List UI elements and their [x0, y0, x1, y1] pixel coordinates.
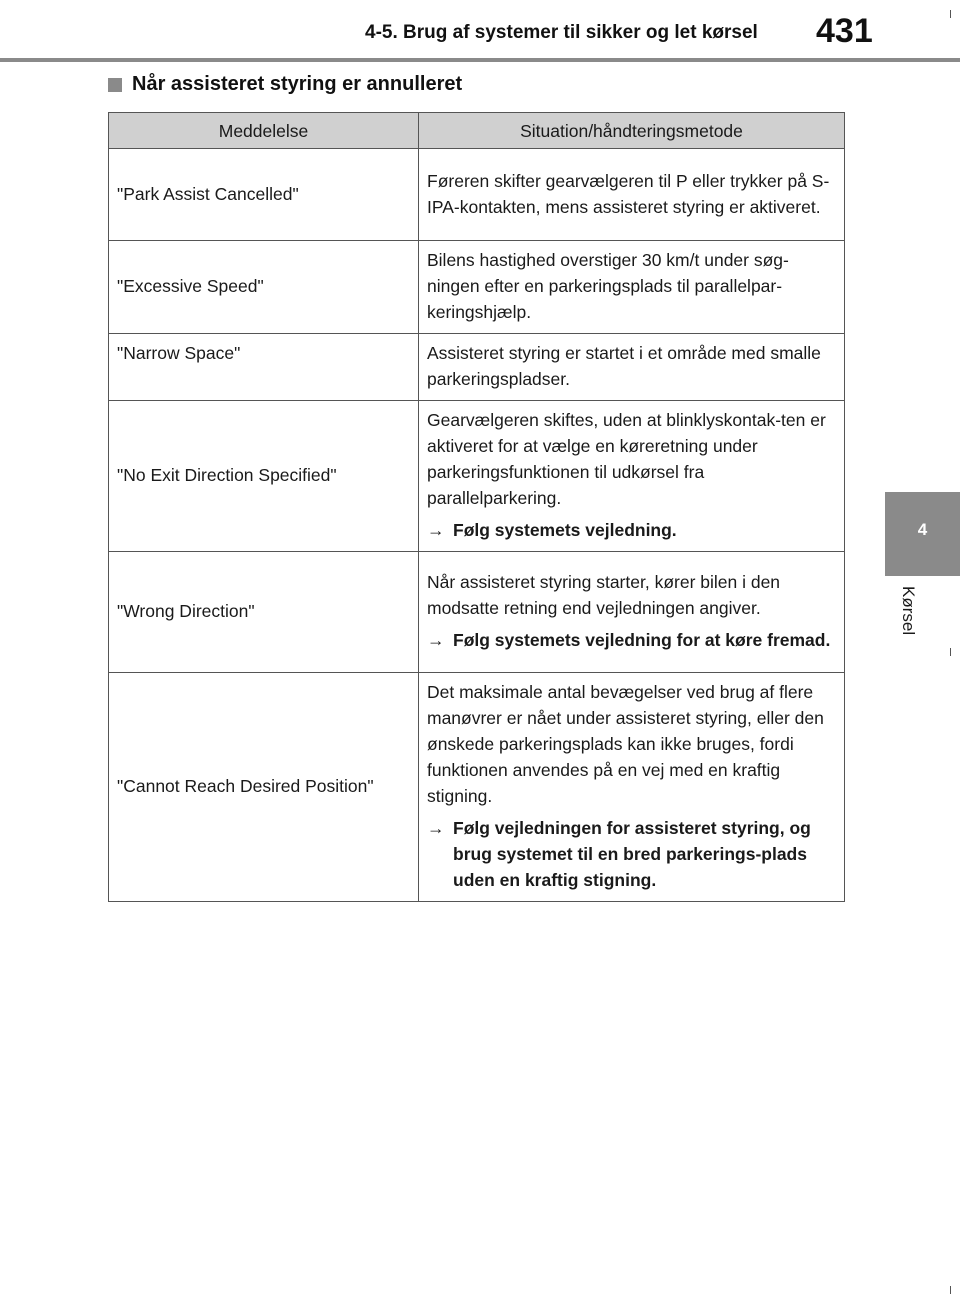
action-text: Følg systemets vejledning for at køre fremad. — [453, 630, 831, 650]
chapter-number: 4 — [917, 520, 928, 539]
page-number: 431 — [816, 12, 873, 50]
situation-cell — [419, 552, 845, 673]
message-cell: "Narrow Space" — [109, 334, 419, 401]
section-title: 4-5. Brug af systemer til sikker og let kørsel — [365, 22, 758, 43]
table-row — [109, 552, 845, 673]
chapter-label-text: Kørsel — [899, 586, 918, 636]
chapter-label — [899, 586, 928, 656]
header-rule — [0, 58, 960, 62]
action-text: Følg systemets vejledning. — [453, 520, 677, 540]
crop-mark — [950, 648, 951, 656]
situation-text: Når assisteret styring starter, kører bilen i den modsatte retning end vejledningen angiver. — [427, 572, 781, 618]
situation-text: Assisteret styring er startet i et område med smalle parkeringspladser. — [427, 343, 821, 389]
action-step — [427, 627, 838, 653]
chapter-tab — [885, 492, 960, 576]
situation-cell — [419, 241, 845, 334]
action-step — [427, 815, 838, 893]
message-cell: "No Exit Direction Specified" — [109, 401, 419, 552]
section-heading-text: Når assisteret styring er annulleret — [132, 73, 463, 95]
square-bullet-icon — [108, 78, 122, 92]
arrow-right-icon: → — [427, 520, 445, 540]
table-row — [109, 673, 845, 902]
situation-cell — [419, 149, 845, 241]
situation-text: Føreren skifter gearvælgeren til P eller trykker på S-IPA-kontakten, mens assisteret styring er aktiveret. — [427, 170, 830, 217]
column-header-message: Meddelelse — [109, 113, 419, 149]
message-table — [108, 112, 845, 902]
situation-text: Det maksimale antal bevægelser ved brug af flere manøvrer er nået under assisteret styring, eller den ønskede parkeringsplads kan ikke bruges, fordi funktionen anvendes på en vej med en kraftig stigning. — [427, 682, 824, 806]
message-cell: "Excessive Speed" — [109, 241, 419, 334]
situation-cell — [419, 334, 845, 401]
crop-mark — [950, 10, 951, 18]
message-cell: "Cannot Reach Desired Position" — [109, 673, 419, 902]
situation-text: Gearvælgeren skiftes, uden at blinklyskontak-ten er aktiveret for at vælge en køreretning under parkeringsfunktionen til udkørsel fra parallelparkering. — [427, 410, 826, 508]
section-heading — [108, 73, 462, 96]
page-header — [0, 0, 960, 64]
message-cell: "Wrong Direction" — [109, 552, 419, 673]
table-row — [109, 241, 845, 334]
message-cell: "Park Assist Cancelled" — [109, 149, 419, 241]
table-row — [109, 401, 845, 552]
table-row — [109, 149, 845, 241]
arrow-right-icon: → — [427, 818, 445, 838]
action-text: Følg vejledningen for assisteret styring, og brug systemet til en bred parkerings-plads uden en kraftig stigning. — [453, 818, 811, 890]
arrow-right-icon: → — [427, 630, 445, 650]
situation-text: Bilens hastighed overstiger 30 km/t under søg-ningen efter en parkeringsplads til parallelpar-keringshjælp. — [427, 250, 789, 322]
crop-mark — [950, 1286, 951, 1294]
column-header-situation: Situation/håndteringsmetode — [419, 113, 845, 149]
table-row — [109, 334, 845, 401]
action-step — [427, 517, 838, 543]
table-header-row — [109, 113, 845, 149]
situation-cell — [419, 673, 845, 902]
situation-cell — [419, 401, 845, 552]
